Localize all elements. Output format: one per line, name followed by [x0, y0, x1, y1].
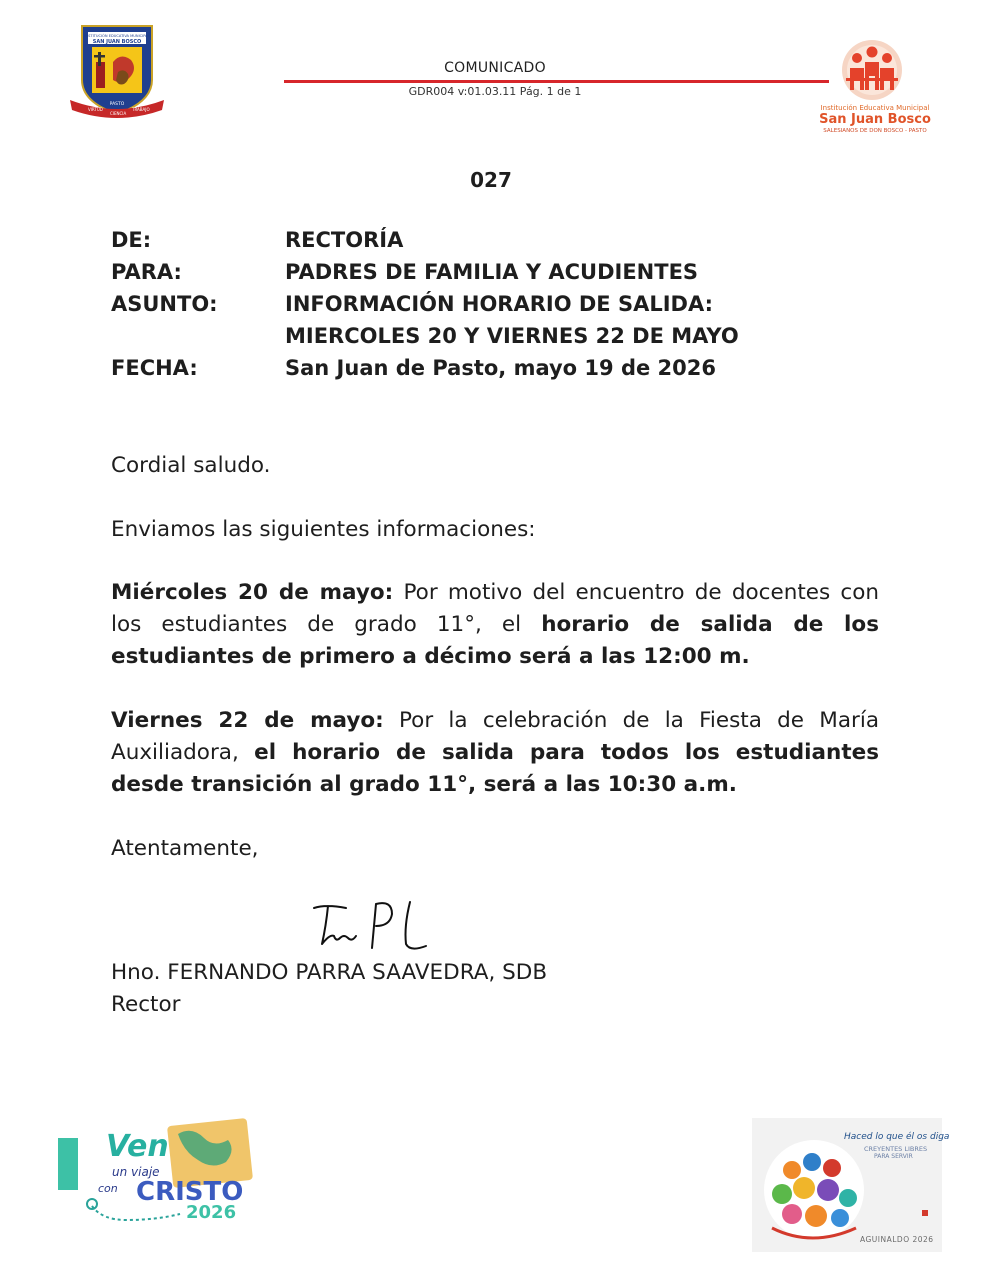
signer-name: Hno. FERNANDO PARRA SAAVEDRA, SDB [111, 960, 548, 985]
paragraph-friday-text: Por la celebración de la Fiesta de María Auxiliadora, [111, 708, 879, 765]
institution-line-1: Institución Educativa Municipal [820, 104, 930, 112]
paragraph-friday [111, 705, 879, 801]
aguinaldo-motto-2: CREYENTES LIBRES [864, 1145, 928, 1153]
logo-word-con: con [98, 1182, 118, 1195]
paragraph-wednesday-text: Por motivo del encuentro de docentes con los estudiantes de grado 11°, el [111, 580, 879, 637]
paragraph-wednesday-lead: Miércoles 20 de mayo: [111, 580, 394, 605]
paragraph-wednesday-emphasis: horario de salida de los estudiantes de primero a décimo será a las 12:00 m. [111, 612, 879, 669]
from-label: DE: [111, 228, 152, 252]
intro-line: Enviamos las siguientes informaciones: [111, 517, 536, 542]
logo-word-cristo: CRISTO [136, 1177, 244, 1207]
logo-year: 2026 [186, 1202, 237, 1223]
institution-line-3: SALESIANOS DE DON BOSCO - PASTO [823, 128, 927, 134]
institution-line-2: San Juan Bosco [819, 112, 931, 127]
aguinaldo-motto-3: PARA SERVIR [874, 1153, 913, 1160]
logo-word-viaje: un viaje [112, 1165, 160, 1179]
paragraph-wednesday [111, 577, 879, 673]
aguinaldo-2026-logo [752, 1118, 950, 1252]
from-value: RECTORÍA [285, 228, 404, 252]
paragraph-friday-lead: Viernes 22 de mayo: [111, 708, 384, 733]
document-type: COMUNICADO [444, 60, 546, 76]
handwritten-signature [306, 896, 432, 958]
subject-value-line-1: INFORMACIÓN HORARIO DE SALIDA: [285, 292, 713, 316]
date-value: San Juan de Pasto, mayo 19 de 2026 [285, 356, 716, 380]
aguinaldo-motto-1: Haced lo que él os diga [844, 1132, 950, 1142]
greeting: Cordial saludo. [111, 453, 271, 478]
crest-top-band: INSTITUCIÓN EDUCATIVA MUNICIPAL [84, 34, 150, 38]
school-crest-logo [68, 22, 166, 124]
crest-name: SAN JUAN BOSCO [92, 39, 142, 45]
crest-ribbon-2: CIENCIA [110, 111, 127, 116]
crest-ribbon-3: TRABAJO [132, 107, 150, 112]
logo-word-ven: Ven [106, 1129, 169, 1164]
closing: Atentamente, [111, 836, 259, 861]
crest-city: PASTO [109, 102, 125, 107]
subject-value-line-2: MIERCOLES 20 Y VIERNES 22 DE MAYO [285, 324, 739, 348]
institution-logo [810, 38, 940, 138]
document-code: GDR004 v:01.03.11 Pág. 1 de 1 [408, 85, 582, 98]
ven-viaje-cristo-logo [58, 1110, 258, 1235]
to-value: PADRES DE FAMILIA Y ACUDIENTES [285, 260, 699, 284]
header-divider [284, 80, 829, 83]
aguinaldo-caption: AGUINALDO 2026 [860, 1235, 934, 1244]
communique-number: 027 [470, 168, 512, 192]
crest-ribbon-1: VIRTUD [88, 107, 103, 112]
to-label: PARA: [111, 260, 182, 284]
subject-label: ASUNTO: [111, 292, 218, 316]
date-label: FECHA: [111, 356, 198, 380]
paragraph-friday-emphasis: el horario de salida para todos los estudiantes desde transición al grado 11°, será a las 10:30 a.m. [111, 740, 879, 797]
signer-role: Rector [111, 992, 181, 1017]
